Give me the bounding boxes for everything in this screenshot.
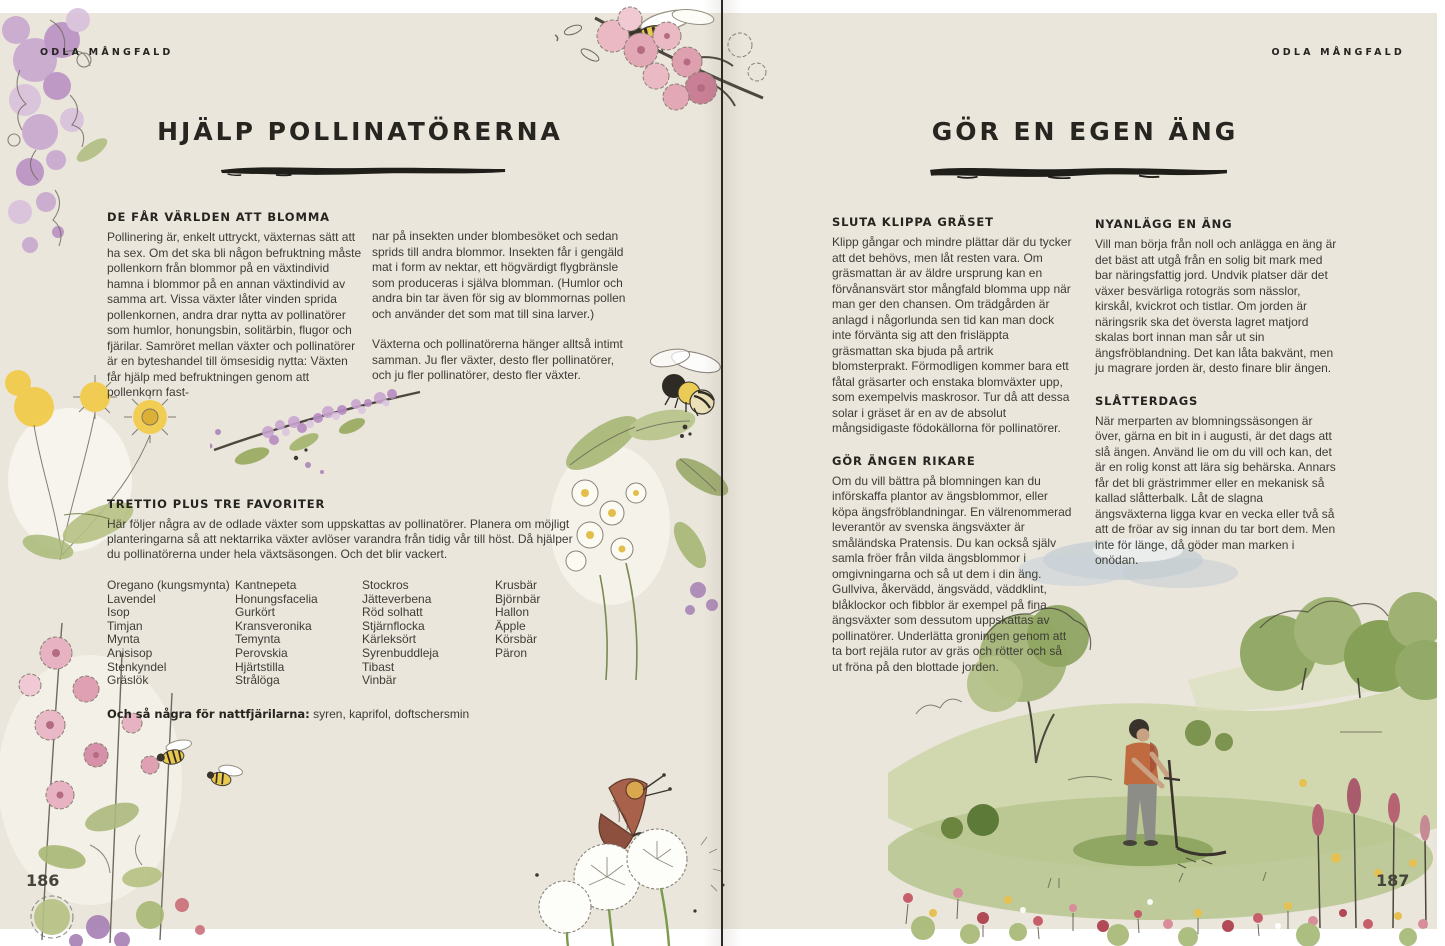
section-paragraph: nar på insekten under blombesöket och sedan sprids till andra blommor. Insekten får i gengäld mat i form av nektar, ett högvärdigt flygbränsle som produceras i själva blomman. (Humlor och andra bin tar även för sig av blommornas pollen och använder det som mat till sina larver.) — [372, 229, 626, 321]
plant-item: Stenkyndel — [107, 659, 167, 674]
section-heading: SLÅTTERDAGS — [1095, 393, 1199, 408]
left-column-2 — [372, 229, 630, 384]
plant-item: Hallon — [495, 605, 530, 620]
plant-item: Oregano (kungsmynta) — [107, 578, 230, 592]
plant-item: Hjärtstilla — [235, 659, 285, 674]
plant-list — [107, 579, 605, 688]
plant-item: Björnbär — [495, 591, 541, 606]
plant-item: Kantnepeta — [235, 578, 297, 592]
plant-item: Tibast — [362, 659, 395, 674]
title-underline-brush-right — [927, 163, 1230, 179]
plant-column-3 — [362, 579, 495, 688]
section-richer-meadow — [832, 454, 1072, 676]
page-number-right: 187 — [1376, 871, 1410, 890]
section-paragraph: Klipp gångar och mindre plättar där du tycker att det behövs, men låt resten vara. Om gräsmattan är av äldre ursprung kan en förvånansvärt stor mångfald blomma upp när man ger den chansen. Om trädgården är anlagd i någorlunda sen tid kan man dock inte förvänta sig att den frisläppta gräsmattan ska bjuda på artrik blomsterprakt. Förmodligen kommer bara ett fåtal gräsarter och enstaka blomväxter upp, som exempelvis maskrosor. Tur då att dessa solar i gräset är en av de absolut mångsidigaste födokällorna för pollinatörer. — [832, 235, 1072, 435]
favorites-intro: Här följer några av de odlade växter som uppskattas av pollinatörer. Planera om möjligt planteringarna så att nektarrika växter avlöser varandra från tidig vår till höst. Då hjälper du pollinatörerna under hela växtsäsongen. Och det blir vackert. — [107, 517, 573, 562]
page-number-left: 186 — [26, 871, 60, 890]
plant-column-2 — [235, 579, 362, 688]
page-title-left: HJÄLP POLLINATÖRERNA — [157, 117, 563, 146]
section-favorites — [107, 497, 585, 563]
section-new-meadow — [1095, 217, 1337, 377]
night-moth-plants: syren, kaprifol, doftschersmin — [309, 707, 470, 721]
plant-item: Honungsfacelia — [235, 591, 318, 606]
plant-item: Stockros — [362, 578, 409, 592]
title-underline-brush-left — [218, 163, 508, 177]
plant-item: Syrenbuddleja — [362, 645, 439, 660]
section-heading: DE FÅR VÄRLDEN ATT BLOMMA — [107, 210, 330, 224]
section-heading: TRETTIO PLUS TRE FAVORITER — [107, 497, 326, 511]
plant-item: Stjärnflocka — [362, 618, 425, 633]
section-paragraph: Pollinering är, enkelt uttryckt, växternas sätt att ha sex. Om det ska bli någon befruktning måste pollenkorn från blommor på en växtindivid hamna i blommor på en annan växtindivid av samma art. Vissa växter låter vinden sprida pollenkornen, andra drar nytta av pollinatörer som humlor, honungsbin, solitärbin, flugor och fjärilar. Samröret mellan växter och pollinatörer är en byteshandel till ömsesidig nytta: Växten får hjälp med befruktningen genom att pollenkorn fast- — [107, 230, 362, 399]
plant-item: Strålöga — [235, 673, 280, 688]
plant-item: Perovskia — [235, 645, 288, 660]
night-moth-note — [107, 707, 587, 721]
gutter-shadow — [703, 0, 743, 946]
plant-item: Gurkört — [235, 605, 276, 620]
night-moth-label: Och så några för nattfjärilarna: — [107, 707, 310, 721]
section-heading: GÖR ÄNGEN RIKARE — [832, 453, 976, 468]
section-heading: SLUTA KLIPPA GRÄSET — [832, 215, 994, 229]
plant-item: Jätteverbena — [362, 591, 432, 606]
plant-item: Timjan — [107, 618, 143, 633]
plant-column-4 — [495, 579, 605, 688]
plant-item: Isop — [107, 605, 130, 620]
plant-item: Krusbär — [495, 578, 538, 592]
section-paragraph: Om du vill bättra på blomningen kan du införskaffa plantor av ängsblommor, eller köpa ängsfröblandningar. En välrenommerad leverantör av svenska ängsväxter är småländska Pratensis. Du kan också själv samla fröer från vilda ängsblommor i omgivningarna och så ut dem i din äng. Gullviva, åkervädd, ängsvädd, väddklint, blåklockor och fibblor är exempel på fina ängsväxter som dessutom uppskattas av pollinatörer. Underlätta groningen genom att ta bort rejäla rutor av gräs och rötter och så ut fröna på den blottade jorden. — [832, 473, 1072, 674]
plant-item: Mynta — [107, 632, 140, 647]
dandelion-seedheads-illustration — [515, 815, 730, 946]
section-paragraph: Växterna och pollinatörerna hänger alltså intimt samman. Ju fler växter, desto fler pollinatörer, och ju fler pollinatörer, desto fler växter. — [372, 337, 623, 382]
plant-item: Röd solhatt — [362, 605, 423, 620]
plant-item: Kransveronika — [235, 618, 312, 633]
section-mowing-day — [1095, 394, 1337, 569]
page-edge-right — [1437, 0, 1445, 946]
plant-item: Kärleksört — [362, 632, 417, 647]
plant-item: Äpple — [495, 618, 526, 633]
section-paragraph: Vill man börja från noll och anlägga en äng är det bäst att utgå från en solig bit mark med bar näringsfattig jord. Undvik platser där det växer besvärliga rotogräs som nässlor, kirskål, kvickrot och tistlar. Om jorden är näringsrik ska det översta lagret matjord skalas bort innan man sår ut sin ängsfröblandning. Det kan låta bakvänt, men ju magrare jorden är, desto finare blir ängen. — [1095, 237, 1337, 375]
plant-item: Päron — [495, 645, 528, 660]
plant-item: Lavendel — [107, 591, 156, 606]
running-head-right: ODLA MÅNGFALD — [1271, 47, 1405, 58]
plant-item: Körsbär — [495, 632, 538, 647]
two-bees-icon — [145, 735, 255, 797]
right-column-2 — [1095, 217, 1337, 569]
plant-item: Anisisop — [107, 645, 153, 660]
section-heading: NYANLÄGG EN ÄNG — [1095, 217, 1233, 231]
plant-column-1 — [107, 579, 235, 688]
section-bloom — [107, 210, 363, 401]
right-column-1 — [832, 215, 1072, 675]
plant-item: Vinbär — [362, 673, 397, 688]
page-title-right: GÖR EN EGEN ÄNG — [931, 117, 1239, 146]
section-stop-mowing — [832, 215, 1072, 437]
running-head-left: ODLA MÅNGFALD — [40, 47, 174, 58]
plant-item: Gräslök — [107, 673, 149, 688]
section-paragraph: När merparten av blomningssäsongen är över, gärna en bit in i augusti, är det dags att slå ängen. Använd lie om du vill och kan, det är en rolig konst att lära sig behärska. Annars får det bli grästrimmer eller en mekanisk så kallad slåtterbalk. Låt de slagna ängsväxterna ligga kvar en vecka eller två så att de fröar av sig innan du tar bort dem. Men inte för länge, då göder man marken i onödan. — [1095, 413, 1336, 567]
plant-item: Temynta — [235, 632, 281, 647]
book-gutter-line — [721, 0, 723, 946]
